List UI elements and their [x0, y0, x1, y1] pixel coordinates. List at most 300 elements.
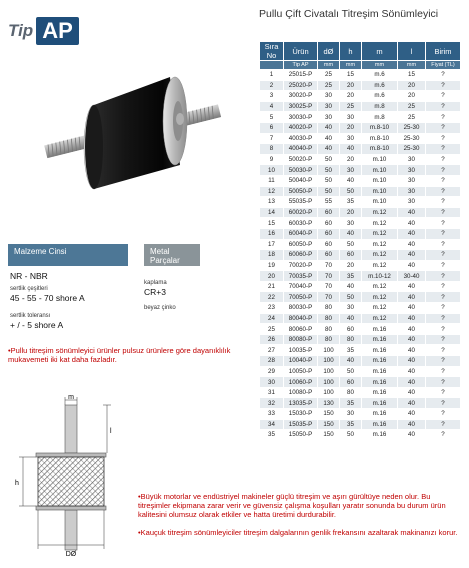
table-row	[260, 122, 461, 133]
cell-price: ?	[426, 366, 461, 377]
col-header-l: l	[398, 42, 426, 61]
cell-price: ?	[426, 356, 461, 367]
cell-price: ?	[426, 186, 461, 197]
table-row	[260, 133, 461, 144]
cell-l: 40	[398, 281, 426, 292]
cell-price: ?	[426, 409, 461, 420]
cell-product: 60050-P	[284, 239, 318, 250]
dim-d-label: DØ	[65, 551, 77, 558]
cell-l: 40	[398, 430, 426, 441]
table-row	[260, 345, 461, 356]
cell-no: 26	[260, 334, 284, 345]
cell-no: 29	[260, 366, 284, 377]
cell-l: 40	[398, 419, 426, 430]
table-row	[260, 409, 461, 420]
cell-d: 70	[318, 271, 340, 282]
cell-h: 40	[340, 356, 362, 367]
cell-no: 4	[260, 101, 284, 112]
table-row	[260, 112, 461, 123]
cell-d: 100	[318, 387, 340, 398]
table-row	[260, 101, 461, 112]
cell-l: 30	[398, 186, 426, 197]
cell-h: 50	[340, 292, 362, 303]
cell-m: m.16	[362, 356, 398, 367]
table-row	[260, 197, 461, 208]
cell-product: 15035-P	[284, 419, 318, 430]
page-title: Pullu Çift Civatalı Titreşim Sönümleyici	[259, 8, 439, 20]
cell-no: 25	[260, 324, 284, 335]
cell-m: m.16	[362, 366, 398, 377]
cell-l: 40	[398, 324, 426, 335]
cell-d: 150	[318, 419, 340, 430]
cell-l: 40	[398, 398, 426, 409]
cell-no: 28	[260, 356, 284, 367]
cell-d: 150	[318, 430, 340, 441]
cell-d: 30	[318, 101, 340, 112]
cell-l: 40	[398, 260, 426, 271]
cell-m: m.12	[362, 250, 398, 261]
cell-d: 70	[318, 260, 340, 271]
cell-price: ?	[426, 303, 461, 314]
cell-m: m.16	[362, 419, 398, 430]
cell-h: 20	[340, 80, 362, 91]
note2-text: Büyük motorlar ve endüstriyel makineler güçlü titreşim ve aşırı gürültüye neden olur. Bu titreşimler ekipmana zarar verir ve güvensiz çalışma koşulları yaratır sonunda bu durum ürün kalitesini olumsuz olarak etkiler ve hatta üretimi durdurabilir.	[138, 492, 446, 519]
table-row	[260, 186, 461, 197]
cell-l: 40	[398, 228, 426, 239]
cell-d: 25	[318, 70, 340, 81]
cell-h: 20	[340, 91, 362, 102]
cell-h: 40	[340, 175, 362, 186]
cell-product: 70020-P	[284, 260, 318, 271]
table-row	[260, 419, 461, 430]
cell-h: 20	[340, 154, 362, 165]
metal-panel-title	[144, 244, 200, 266]
cell-d: 70	[318, 292, 340, 303]
cell-no: 31	[260, 387, 284, 398]
coating-value: CR+3	[144, 287, 166, 297]
cell-product: 80040-P	[284, 313, 318, 324]
cell-m: m.12	[362, 228, 398, 239]
cell-l: 25-30	[398, 144, 426, 155]
cell-m: m.16	[362, 334, 398, 345]
cell-price: ?	[426, 239, 461, 250]
cell-product: 15050-P	[284, 430, 318, 441]
cell-product: 70050-P	[284, 292, 318, 303]
cell-m: m.12	[362, 281, 398, 292]
cell-l: 25	[398, 101, 426, 112]
table-row	[260, 356, 461, 367]
cell-m: m.6	[362, 91, 398, 102]
table-row	[260, 387, 461, 398]
cell-d: 60	[318, 250, 340, 261]
cell-d: 50	[318, 154, 340, 165]
col-header-m: m	[362, 42, 398, 61]
cell-no: 6	[260, 122, 284, 133]
note-washer-strength	[8, 346, 246, 364]
cell-h: 35	[340, 345, 362, 356]
cell-price: ?	[426, 154, 461, 165]
cell-d: 150	[318, 409, 340, 420]
cell-h: 30	[340, 218, 362, 229]
cell-price: ?	[426, 133, 461, 144]
cell-m: m.16	[362, 398, 398, 409]
cell-l: 30	[398, 197, 426, 208]
cell-product: 80080-P	[284, 334, 318, 345]
cell-d: 70	[318, 281, 340, 292]
cell-price: ?	[426, 398, 461, 409]
cell-m: m.16	[362, 387, 398, 398]
cell-m: m.8-10	[362, 122, 398, 133]
cell-product: 50040-P	[284, 175, 318, 186]
cell-product: 50030-P	[284, 165, 318, 176]
tolerance-value: + / - 5 shore A	[10, 320, 64, 330]
cell-m: m.12	[362, 218, 398, 229]
cell-m: m.10	[362, 186, 398, 197]
dim-l-label: l	[110, 428, 112, 435]
cell-l: 40	[398, 313, 426, 324]
product-table	[259, 41, 461, 441]
cell-product: 60040-P	[284, 228, 318, 239]
cell-no: 35	[260, 430, 284, 441]
cell-l: 30	[398, 175, 426, 186]
cell-product: 80060-P	[284, 324, 318, 335]
cell-no: 20	[260, 271, 284, 282]
cell-no: 16	[260, 228, 284, 239]
cell-h: 80	[340, 334, 362, 345]
cell-m: m.6	[362, 80, 398, 91]
table-row	[260, 70, 461, 81]
cell-l: 40	[398, 239, 426, 250]
col-header-d: dØ	[318, 42, 340, 61]
cell-l: 40	[398, 366, 426, 377]
cell-l: 40	[398, 250, 426, 261]
cell-h: 50	[340, 366, 362, 377]
cell-h: 35	[340, 197, 362, 208]
cell-d: 50	[318, 175, 340, 186]
col-sub-unit: Fiyat (TL)	[426, 61, 461, 70]
cell-no: 27	[260, 345, 284, 356]
cell-l: 30	[398, 154, 426, 165]
table-row	[260, 260, 461, 271]
cell-d: 100	[318, 377, 340, 388]
cell-no: 7	[260, 133, 284, 144]
cell-d: 50	[318, 165, 340, 176]
cell-l: 15	[398, 70, 426, 81]
cell-price: ?	[426, 165, 461, 176]
cell-m: m.16	[362, 324, 398, 335]
cell-h: 50	[340, 186, 362, 197]
cell-product: 13035-P	[284, 398, 318, 409]
table-row	[260, 377, 461, 388]
cell-m: m.12	[362, 292, 398, 303]
cell-price: ?	[426, 80, 461, 91]
cell-product: 10035-P	[284, 345, 318, 356]
cell-no: 23	[260, 303, 284, 314]
cell-product: 30020-P	[284, 91, 318, 102]
cell-price: ?	[426, 271, 461, 282]
table-row	[260, 313, 461, 324]
cell-h: 50	[340, 430, 362, 441]
cell-l: 40	[398, 409, 426, 420]
table-header-row	[260, 42, 461, 61]
cell-no: 10	[260, 165, 284, 176]
cell-price: ?	[426, 430, 461, 441]
cell-h: 40	[340, 144, 362, 155]
cell-m: m.12	[362, 239, 398, 250]
cell-no: 3	[260, 91, 284, 102]
cell-m: m.16	[362, 430, 398, 441]
material-panel-title	[8, 244, 128, 266]
cell-no: 15	[260, 218, 284, 229]
cell-h: 30	[340, 303, 362, 314]
cell-m: m.12	[362, 207, 398, 218]
cell-m: m.6	[362, 70, 398, 81]
cell-d: 60	[318, 207, 340, 218]
table-row	[260, 281, 461, 292]
col-header-no: Sıra No	[260, 42, 284, 61]
bullet-icon: •	[8, 346, 11, 355]
cell-price: ?	[426, 70, 461, 81]
hardness-label: sertlik çeşitleri	[10, 286, 48, 292]
cell-h: 35	[340, 419, 362, 430]
cell-h: 40	[340, 313, 362, 324]
metal-title-text: Metal Parçalar	[150, 247, 180, 265]
col-header-product: Ürün	[284, 42, 318, 61]
cell-l: 25-30	[398, 122, 426, 133]
table-row	[260, 271, 461, 282]
cell-d: 100	[318, 356, 340, 367]
cell-m: m.8-10	[362, 144, 398, 155]
cell-d: 80	[318, 324, 340, 335]
cell-l: 40	[398, 356, 426, 367]
cell-no: 8	[260, 144, 284, 155]
cell-d: 100	[318, 345, 340, 356]
cell-m: m.8	[362, 101, 398, 112]
table-row	[260, 250, 461, 261]
cell-d: 55	[318, 197, 340, 208]
cell-no: 2	[260, 80, 284, 91]
cell-no: 33	[260, 409, 284, 420]
cell-product: 60020-P	[284, 207, 318, 218]
table-row	[260, 324, 461, 335]
cell-l: 40	[398, 387, 426, 398]
cell-product: 30025-P	[284, 101, 318, 112]
col-header-h: h	[340, 42, 362, 61]
cell-product: 30030-P	[284, 112, 318, 123]
product-type-badge	[8, 18, 79, 44]
dim-h-label: h	[15, 480, 19, 487]
cell-h: 35	[340, 271, 362, 282]
cell-m: m.10	[362, 197, 398, 208]
cell-no: 12	[260, 186, 284, 197]
cell-product: 70040-P	[284, 281, 318, 292]
cell-h: 30	[340, 165, 362, 176]
cell-h: 60	[340, 377, 362, 388]
cell-h: 80	[340, 387, 362, 398]
cell-price: ?	[426, 207, 461, 218]
col-sub-l: mm	[398, 61, 426, 70]
cell-price: ?	[426, 387, 461, 398]
cell-h: 30	[340, 133, 362, 144]
hardness-value: 45 - 55 - 70 shore A	[10, 293, 85, 303]
cell-h: 60	[340, 250, 362, 261]
cell-no: 9	[260, 154, 284, 165]
table-row	[260, 303, 461, 314]
cell-m: m.10	[362, 154, 398, 165]
note-vibration-damage	[138, 492, 462, 519]
cell-l: 25-30	[398, 133, 426, 144]
table-subheader-row	[260, 61, 461, 70]
table-row	[260, 91, 461, 102]
material-value: NR - NBR	[10, 271, 48, 281]
cell-d: 40	[318, 144, 340, 155]
cell-d: 60	[318, 239, 340, 250]
cell-d: 80	[318, 334, 340, 345]
col-sub-product: Tip AP	[284, 61, 318, 70]
cell-m: m.12	[362, 313, 398, 324]
cell-m: m.12	[362, 303, 398, 314]
cell-l: 25	[398, 112, 426, 123]
cell-price: ?	[426, 377, 461, 388]
cell-no: 34	[260, 419, 284, 430]
cell-l: 40	[398, 345, 426, 356]
cell-m: m.16	[362, 409, 398, 420]
cell-product: 25015-P	[284, 70, 318, 81]
cell-h: 60	[340, 324, 362, 335]
cell-price: ?	[426, 345, 461, 356]
cell-m: m.10	[362, 175, 398, 186]
table-row	[260, 228, 461, 239]
cell-product: 55035-P	[284, 197, 318, 208]
cell-product: 50020-P	[284, 154, 318, 165]
table-row	[260, 366, 461, 377]
cell-price: ?	[426, 324, 461, 335]
cell-h: 40	[340, 281, 362, 292]
cell-price: ?	[426, 112, 461, 123]
cell-no: 11	[260, 175, 284, 186]
note3-text: Kauçuk titreşim sönümleyiciler titreşim dalgalarının genlik frekansını azaltarak makinanızı korur.	[140, 528, 458, 537]
cell-product: 60060-P	[284, 250, 318, 261]
table-row	[260, 80, 461, 91]
cell-l: 40	[398, 377, 426, 388]
product-table-wrap	[259, 41, 460, 441]
cell-price: ?	[426, 250, 461, 261]
table-row	[260, 430, 461, 441]
cell-l: 40	[398, 218, 426, 229]
col-sub-m: mm	[362, 61, 398, 70]
cell-h: 25	[340, 101, 362, 112]
cell-no: 5	[260, 112, 284, 123]
cell-l: 30	[398, 165, 426, 176]
cell-product: 80030-P	[284, 303, 318, 314]
tolerance-label: sertlik toleransı	[10, 313, 51, 319]
cell-d: 60	[318, 218, 340, 229]
bullet-icon: •	[138, 492, 141, 501]
cell-product: 10050-P	[284, 366, 318, 377]
cell-d: 80	[318, 303, 340, 314]
note-rubber-protection	[138, 528, 462, 537]
cell-price: ?	[426, 91, 461, 102]
cell-price: ?	[426, 218, 461, 229]
cell-h: 50	[340, 239, 362, 250]
cell-d: 40	[318, 122, 340, 133]
cell-product: 40040-P	[284, 144, 318, 155]
cell-l: 40	[398, 303, 426, 314]
cell-product: 70035-P	[284, 271, 318, 282]
cell-product: 50050-P	[284, 186, 318, 197]
table-row	[260, 154, 461, 165]
cell-price: ?	[426, 101, 461, 112]
cell-product: 40030-P	[284, 133, 318, 144]
cell-h: 20	[340, 207, 362, 218]
cell-price: ?	[426, 197, 461, 208]
cell-h: 20	[340, 260, 362, 271]
table-row	[260, 218, 461, 229]
dim-m-label: m	[68, 395, 74, 401]
cell-d: 60	[318, 228, 340, 239]
cell-product: 60030-P	[284, 218, 318, 229]
cell-d: 80	[318, 313, 340, 324]
cell-l: 30-40	[398, 271, 426, 282]
cell-price: ?	[426, 281, 461, 292]
table-body	[260, 70, 461, 441]
cell-m: m.10	[362, 165, 398, 176]
cell-no: 19	[260, 260, 284, 271]
bullet-icon: •	[138, 528, 141, 537]
cell-price: ?	[426, 334, 461, 345]
cell-product: 15030-P	[284, 409, 318, 420]
cell-l: 20	[398, 80, 426, 91]
table-row	[260, 334, 461, 345]
table-row	[260, 165, 461, 176]
cell-no: 21	[260, 281, 284, 292]
cell-h: 20	[340, 122, 362, 133]
cell-m: m.12	[362, 260, 398, 271]
cell-no: 24	[260, 313, 284, 324]
table-row	[260, 175, 461, 186]
cell-product: 10060-P	[284, 377, 318, 388]
note1-text: Pullu titreşim sönümleyici ürünler pulsuz ürünlere göre dayanıklılık mukavemeti iki kat daha fazladır.	[8, 346, 231, 364]
cell-m: m.8	[362, 112, 398, 123]
cell-h: 15	[340, 70, 362, 81]
cell-d: 100	[318, 366, 340, 377]
cell-d: 50	[318, 186, 340, 197]
cell-no: 18	[260, 250, 284, 261]
cell-product: 40020-P	[284, 122, 318, 133]
coating-label: kaplama	[144, 280, 167, 286]
table-row	[260, 207, 461, 218]
cell-d: 30	[318, 112, 340, 123]
cell-h: 30	[340, 112, 362, 123]
tip-code: AP	[36, 17, 79, 45]
cell-no: 17	[260, 239, 284, 250]
product-photo	[30, 55, 230, 215]
col-sub-no	[260, 61, 284, 70]
cell-product: 10080-P	[284, 387, 318, 398]
table-row	[260, 292, 461, 303]
cell-l: 40	[398, 334, 426, 345]
cell-d: 40	[318, 133, 340, 144]
cell-m: m.10-12	[362, 271, 398, 282]
cell-price: ?	[426, 122, 461, 133]
cell-price: ?	[426, 144, 461, 155]
cell-h: 30	[340, 409, 362, 420]
cell-m: m.16	[362, 377, 398, 388]
cell-no: 22	[260, 292, 284, 303]
col-sub-d: mm	[318, 61, 340, 70]
col-header-unit: Birim	[426, 42, 461, 61]
cell-price: ?	[426, 292, 461, 303]
